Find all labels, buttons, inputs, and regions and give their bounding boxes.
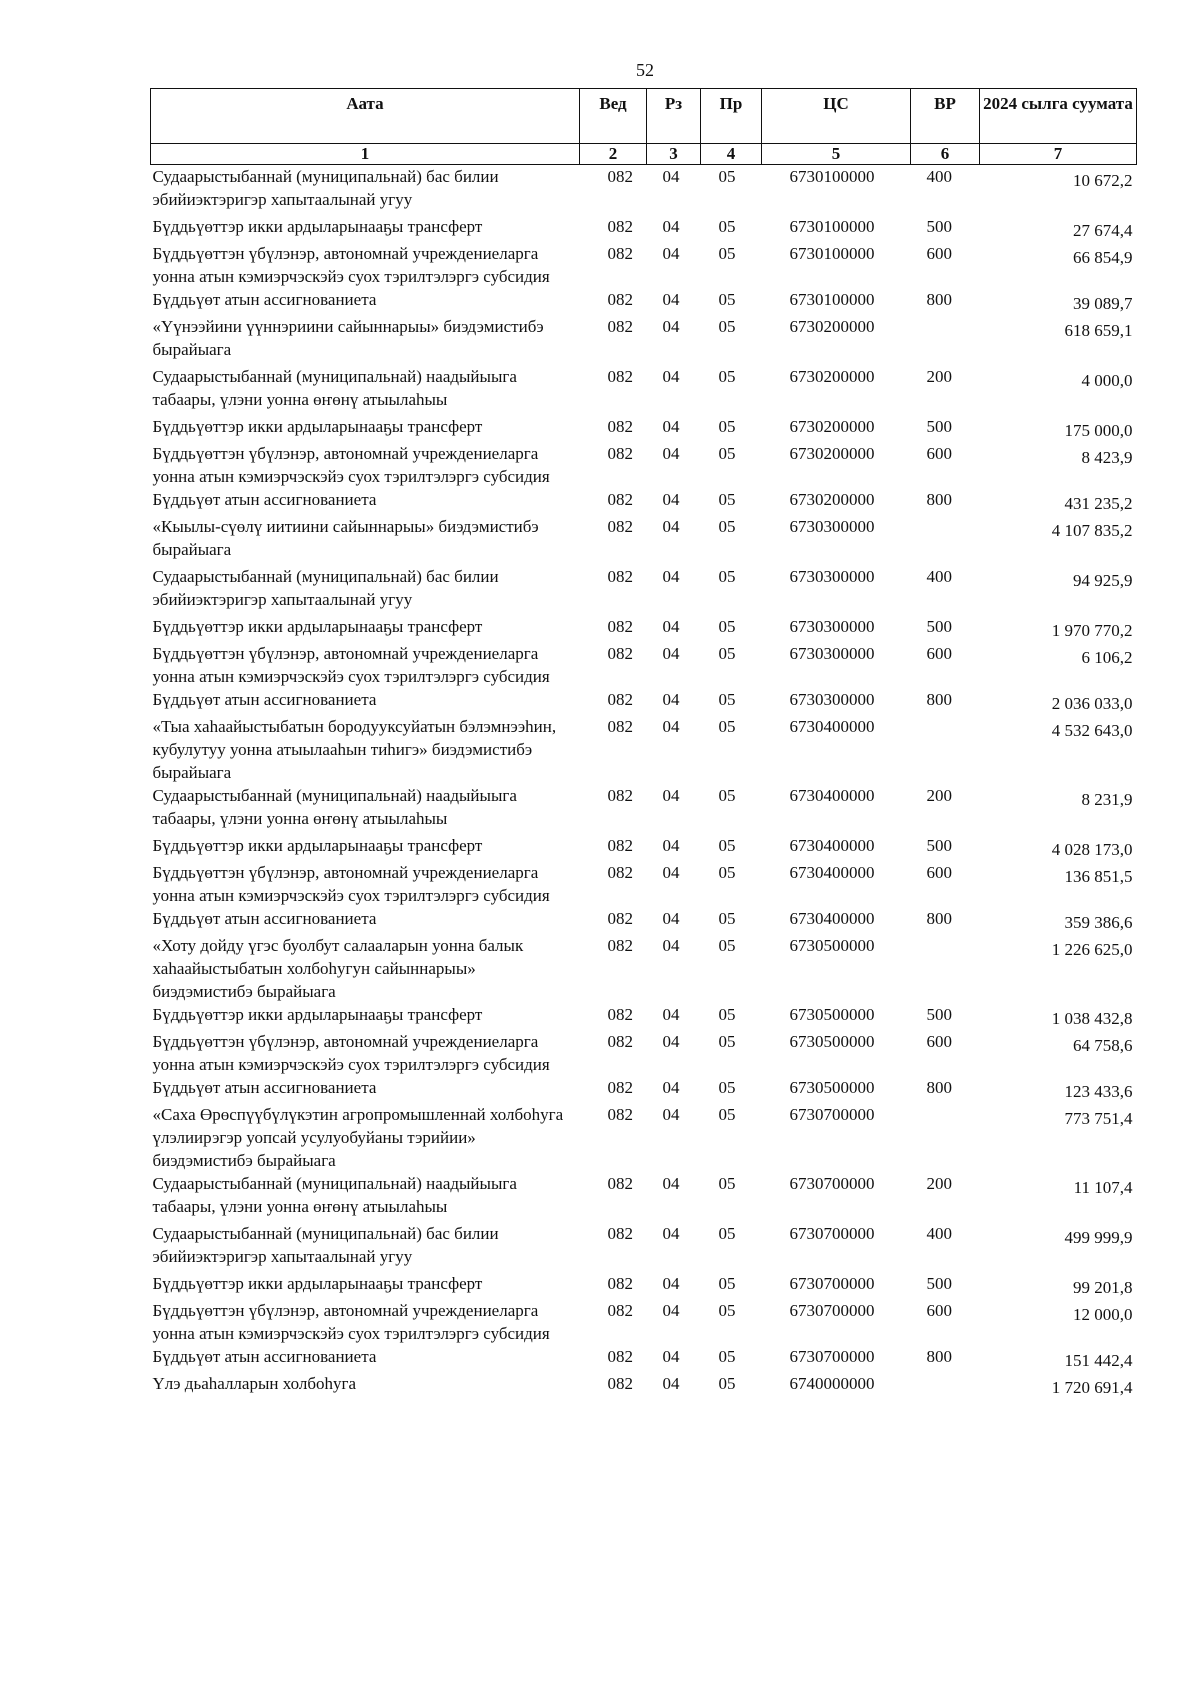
row-cs: 6730300000 (789, 517, 875, 536)
row-name: Бүддьүөттэр икки ардыларынааҕы трансферт (152, 836, 483, 855)
row-rz: 04 (662, 244, 680, 263)
row-rz: 04 (662, 1005, 680, 1024)
row-name: Бүддьүөттэн үбүлэнэр, автономнай учреждениеларга уонна атын кэмиэрчэскэйэ суох тэрилтэлэргэ субсидия (152, 1301, 550, 1343)
table-row (151, 215, 1137, 242)
row-amount: 94 925,9 (1073, 571, 1133, 590)
row-name: Бүддьүөттэр икки ардыларынааҕы трансферт (152, 417, 483, 436)
row-name: Судаарыстыбаннай (муниципальнай) бас билии эбийиэктэригэр хапытаалынай угуу (152, 1224, 499, 1266)
header-num-1: 1 (151, 144, 580, 165)
row-ved: 082 (607, 936, 633, 955)
row-rz: 04 (662, 317, 680, 336)
row-cs: 6730300000 (789, 567, 875, 586)
row-name: Бүддьүөт атын ассигнованиета (152, 290, 377, 309)
table-row (151, 1272, 1137, 1299)
row-amount: 27 674,4 (1073, 221, 1133, 240)
row-vr: 800 (926, 490, 952, 509)
table-row (151, 288, 1137, 315)
row-amount: 12 000,0 (1073, 1305, 1133, 1324)
header-num-4: 4 (701, 144, 762, 165)
row-pr: 05 (718, 717, 736, 736)
row-vr: 400 (926, 567, 952, 586)
header-num-7: 7 (980, 144, 1137, 165)
row-vr: 600 (926, 644, 952, 663)
row-amount: 10 672,2 (1073, 171, 1133, 190)
row-cs: 6730700000 (789, 1301, 875, 1320)
row-rz: 04 (662, 1374, 680, 1393)
row-amount: 11 107,4 (1073, 1178, 1133, 1197)
row-ved: 082 (607, 836, 633, 855)
row-rz: 04 (662, 1078, 680, 1097)
row-ved: 082 (607, 417, 633, 436)
row-cs: 6730200000 (789, 444, 875, 463)
row-amount: 4 000,0 (1081, 371, 1133, 390)
row-ved: 082 (607, 1174, 633, 1193)
row-pr: 05 (718, 517, 736, 536)
table-row (151, 565, 1137, 615)
row-name: Үлэ дьаһалларын холбоһуга (152, 1374, 357, 1393)
row-amount: 64 758,6 (1073, 1036, 1133, 1055)
row-ved: 082 (607, 217, 633, 236)
row-pr: 05 (718, 167, 736, 186)
row-amount: 1 970 770,2 (1051, 621, 1133, 640)
row-vr (911, 934, 980, 1003)
table-row (151, 688, 1137, 715)
row-pr: 05 (718, 317, 736, 336)
row-name: «Үүнээйини үүннэриини сайыннарыы» биэдэмистибэ бырайыага (152, 317, 544, 359)
row-rz: 04 (662, 417, 680, 436)
row-vr (911, 715, 980, 784)
row-cs: 6740000000 (789, 1374, 875, 1393)
row-name: Бүддьүөттэн үбүлэнэр, автономнай учреждениеларга уонна атын кэмиэрчэскэйэ суох тэрилтэлэргэ субсидия (152, 444, 550, 486)
row-ved: 082 (607, 1224, 633, 1243)
table-row (151, 1030, 1137, 1076)
row-rz: 04 (662, 786, 680, 805)
header-cs: ЦС (762, 89, 911, 144)
row-cs: 6730400000 (789, 909, 875, 928)
row-vr: 500 (926, 1274, 952, 1293)
row-vr: 500 (926, 836, 952, 855)
row-pr: 05 (718, 567, 736, 586)
row-rz: 04 (662, 1301, 680, 1320)
row-name: Бүддьүөттэн үбүлэнэр, автономнай учреждениеларга уонна атын кэмиэрчэскэйэ суох тэрилтэлэргэ субсидия (152, 1032, 550, 1074)
table-row (151, 165, 1137, 216)
row-ved: 082 (607, 367, 633, 386)
row-cs: 6730300000 (789, 644, 875, 663)
row-name: Бүддьүөттэн үбүлэнэр, автономнай учреждениеларга уонна атын кэмиэрчэскэйэ суох тэрилтэлэргэ субсидия (152, 863, 550, 905)
row-cs: 6730500000 (789, 1078, 875, 1097)
row-ved: 082 (607, 1347, 633, 1366)
row-amount: 175 000,0 (1064, 421, 1133, 440)
row-amount: 1 226 625,0 (1051, 940, 1133, 959)
row-rz: 04 (662, 1274, 680, 1293)
row-vr: 500 (926, 417, 952, 436)
row-amount: 123 433,6 (1064, 1082, 1133, 1101)
row-vr: 800 (926, 1347, 952, 1366)
row-vr: 800 (926, 690, 952, 709)
table-row (151, 1345, 1137, 1372)
row-rz: 04 (662, 567, 680, 586)
row-pr: 05 (718, 1005, 736, 1024)
row-name: Бүддьүөт атын ассигнованиета (152, 690, 377, 709)
row-name: Бүддьүөт атын ассигнованиета (152, 1347, 377, 1366)
row-pr: 05 (718, 644, 736, 663)
row-name: «Хоту дойду үгэс буолбут салааларын уонна балык хаһаайыстыбатын холбоһугун сайыннарыы» биэдэмистибэ бырайыага (152, 936, 524, 1001)
row-rz: 04 (662, 836, 680, 855)
row-amount: 618 659,1 (1064, 321, 1133, 340)
row-name: Судаарыстыбаннай (муниципальнай) наадыйыыга табаары, үлэни уонна өҥөнү атыылаһыы (152, 786, 517, 828)
row-pr: 05 (718, 690, 736, 709)
row-cs: 6730100000 (789, 244, 875, 263)
row-ved: 082 (607, 444, 633, 463)
row-pr: 05 (718, 367, 736, 386)
row-vr (911, 1103, 980, 1172)
row-name: «Саха Өрөспүүбүлүкэтин агропромышленнай холбоһуга үлэлиирэгэр уопсай усулуобуйаны тэрийии» биэдэмистибэ бырайыага (152, 1105, 564, 1170)
table-row (151, 907, 1137, 934)
row-cs: 6730500000 (789, 1032, 875, 1051)
row-pr: 05 (718, 1174, 736, 1193)
row-amount: 431 235,2 (1064, 494, 1133, 513)
row-cs: 6730100000 (789, 290, 875, 309)
row-cs: 6730200000 (789, 417, 875, 436)
row-ved: 082 (607, 909, 633, 928)
row-vr: 500 (926, 617, 952, 636)
row-pr: 05 (718, 786, 736, 805)
row-rz: 04 (662, 367, 680, 386)
header-vr: ВР (911, 89, 980, 144)
table-row (151, 488, 1137, 515)
row-amount: 151 442,4 (1064, 1351, 1133, 1370)
row-pr: 05 (718, 909, 736, 928)
table-row (151, 715, 1137, 784)
row-cs: 6730100000 (789, 167, 875, 186)
row-rz: 04 (662, 1105, 680, 1124)
table-row (151, 315, 1137, 365)
header-rz: Рз (647, 89, 701, 144)
row-vr: 400 (926, 1224, 952, 1243)
table-row (151, 934, 1137, 1003)
row-vr (911, 1372, 980, 1399)
row-cs: 6730400000 (789, 717, 875, 736)
row-vr: 600 (926, 1032, 952, 1051)
row-pr: 05 (718, 836, 736, 855)
table-row (151, 1076, 1137, 1103)
row-cs: 6730700000 (789, 1174, 875, 1193)
row-vr: 800 (926, 1078, 952, 1097)
row-cs: 6730700000 (789, 1274, 875, 1293)
row-rz: 04 (662, 909, 680, 928)
row-name: Бүддьүөттэн үбүлэнэр, автономнай учреждениеларга уонна атын кэмиэрчэскэйэ суох тэрилтэлэргэ субсидия (152, 244, 550, 286)
table-row (151, 1372, 1137, 1399)
header-name: Аата (151, 89, 580, 144)
row-vr: 500 (926, 1005, 952, 1024)
row-amount: 359 386,6 (1064, 913, 1133, 932)
row-name: Бүддьүөт атын ассигнованиета (152, 909, 377, 928)
row-rz: 04 (662, 290, 680, 309)
row-pr: 05 (718, 1032, 736, 1051)
table-row (151, 1299, 1137, 1345)
row-pr: 05 (718, 1274, 736, 1293)
row-pr: 05 (718, 936, 736, 955)
row-cs: 6730300000 (789, 690, 875, 709)
row-vr: 800 (926, 290, 952, 309)
header-pr: Пр (701, 89, 762, 144)
row-vr: 200 (926, 1174, 952, 1193)
budget-table (150, 88, 1137, 1399)
row-cs: 6730100000 (789, 217, 875, 236)
row-pr: 05 (718, 217, 736, 236)
row-name: Бүддьүөттэр икки ардыларынааҕы трансферт (152, 617, 483, 636)
row-ved: 082 (607, 1078, 633, 1097)
row-pr: 05 (718, 1105, 736, 1124)
row-pr: 05 (718, 244, 736, 263)
row-cs: 6730300000 (789, 617, 875, 636)
row-amount: 1 038 432,8 (1051, 1009, 1133, 1028)
row-rz: 04 (662, 490, 680, 509)
row-cs: 6730200000 (789, 317, 875, 336)
header-num-6: 6 (911, 144, 980, 165)
row-cs: 6730400000 (789, 836, 875, 855)
row-pr: 05 (718, 290, 736, 309)
row-name: Судаарыстыбаннай (муниципальнай) наадыйыыга табаары, үлэни уонна өҥөнү атыылаһыы (152, 367, 517, 409)
row-pr: 05 (718, 1347, 736, 1366)
row-amount: 8 423,9 (1081, 448, 1133, 467)
page-number: 52 (636, 60, 654, 80)
row-ved: 082 (607, 786, 633, 805)
row-amount: 773 751,4 (1064, 1109, 1133, 1128)
row-amount: 8 231,9 (1081, 790, 1133, 809)
row-pr: 05 (718, 1224, 736, 1243)
row-cs: 6730200000 (789, 490, 875, 509)
table-row (151, 415, 1137, 442)
row-amount: 1 720 691,4 (1051, 1378, 1133, 1397)
row-ved: 082 (607, 1105, 633, 1124)
row-name: Бүддьүөттэр икки ардыларынааҕы трансферт (152, 1274, 483, 1293)
row-amount: 2 036 033,0 (1051, 694, 1133, 713)
row-pr: 05 (718, 444, 736, 463)
row-ved: 082 (607, 567, 633, 586)
row-name: Бүддьүөттэр икки ардыларынааҕы трансферт (152, 217, 483, 236)
table-row (151, 642, 1137, 688)
row-cs: 6730700000 (789, 1347, 875, 1366)
row-pr: 05 (718, 1374, 736, 1393)
row-amount: 4 532 643,0 (1051, 721, 1133, 740)
row-name: Бүддьүөттэр икки ардыларынааҕы трансферт (152, 1005, 483, 1024)
row-amount: 99 201,8 (1073, 1278, 1133, 1297)
header-amount: 2024 сылга суумата (980, 89, 1137, 144)
row-vr (911, 515, 980, 565)
row-ved: 082 (607, 517, 633, 536)
table-row (151, 615, 1137, 642)
table-row (151, 442, 1137, 488)
row-name: Судаарыстыбаннай (муниципальнай) бас билии эбийиэктэригэр хапытаалынай угуу (152, 167, 499, 209)
row-rz: 04 (662, 617, 680, 636)
row-vr: 200 (926, 786, 952, 805)
table-row (151, 515, 1137, 565)
row-name: Бүддьүөттэн үбүлэнэр, автономнай учреждениеларга уонна атын кэмиэрчэскэйэ суох тэрилтэлэргэ субсидия (152, 644, 550, 686)
row-rz: 04 (662, 717, 680, 736)
row-cs: 6730700000 (789, 1224, 875, 1243)
table-body (151, 165, 1137, 1400)
row-ved: 082 (607, 244, 633, 263)
row-rz: 04 (662, 1032, 680, 1051)
row-pr: 05 (718, 1301, 736, 1320)
row-cs: 6730700000 (789, 1105, 875, 1124)
row-ved: 082 (607, 167, 633, 186)
header-num-2: 2 (580, 144, 647, 165)
table-row (151, 1103, 1137, 1172)
row-ved: 082 (607, 617, 633, 636)
row-vr (911, 315, 980, 365)
table-row (151, 1222, 1137, 1272)
row-vr: 600 (926, 444, 952, 463)
table-row (151, 365, 1137, 415)
row-ved: 082 (607, 690, 633, 709)
row-amount: 6 106,2 (1081, 648, 1133, 667)
header-num-3: 3 (647, 144, 701, 165)
table-row (151, 834, 1137, 861)
row-rz: 04 (662, 444, 680, 463)
table-row (151, 784, 1137, 834)
row-ved: 082 (607, 317, 633, 336)
row-rz: 04 (662, 1347, 680, 1366)
row-rz: 04 (662, 167, 680, 186)
row-rz: 04 (662, 217, 680, 236)
row-rz: 04 (662, 936, 680, 955)
row-name: Бүддьүөт атын ассигнованиета (152, 490, 377, 509)
row-name: Судаарыстыбаннай (муниципальнай) бас билии эбийиэктэригэр хапытаалынай угуу (152, 567, 499, 609)
row-vr: 500 (926, 217, 952, 236)
row-ved: 082 (607, 490, 633, 509)
row-amount: 4 107 835,2 (1051, 521, 1133, 540)
row-vr: 400 (926, 167, 952, 186)
row-cs: 6730500000 (789, 936, 875, 955)
table-row (151, 1003, 1137, 1030)
row-cs: 6730200000 (789, 367, 875, 386)
header-ved: Вед (580, 89, 647, 144)
row-rz: 04 (662, 644, 680, 663)
row-amount: 136 851,5 (1064, 867, 1133, 886)
row-rz: 04 (662, 1174, 680, 1193)
row-ved: 082 (607, 863, 633, 882)
row-amount: 4 028 173,0 (1051, 840, 1133, 859)
row-vr: 600 (926, 863, 952, 882)
row-vr: 600 (926, 1301, 952, 1320)
row-name: Судаарыстыбаннай (муниципальнай) наадыйыыга табаары, үлэни уонна өҥөнү атыылаһыы (152, 1174, 517, 1216)
table-row (151, 1172, 1137, 1222)
row-rz: 04 (662, 863, 680, 882)
row-name: Бүддьүөт атын ассигнованиета (152, 1078, 377, 1097)
row-name: «Тыа хаһаайыстыбатын бородууксуйатын бэлэмнээһин, кубулутуу уонна атыылааһын тиһигэ» биэдэмистибэ бырайыага (152, 717, 557, 782)
row-amount: 499 999,9 (1064, 1228, 1133, 1247)
header-num-5: 5 (762, 144, 911, 165)
row-cs: 6730500000 (789, 1005, 875, 1024)
row-vr: 600 (926, 244, 952, 263)
row-cs: 6730400000 (789, 863, 875, 882)
row-pr: 05 (718, 1078, 736, 1097)
row-name: «Кыылы-сүөлү иитиини сайыннарыы» биэдэмистибэ бырайыага (152, 517, 539, 559)
row-ved: 082 (607, 717, 633, 736)
row-ved: 082 (607, 1274, 633, 1293)
row-vr: 200 (926, 367, 952, 386)
row-pr: 05 (718, 863, 736, 882)
row-amount: 66 854,9 (1073, 248, 1133, 267)
row-rz: 04 (662, 690, 680, 709)
row-cs: 6730400000 (789, 786, 875, 805)
row-ved: 082 (607, 1301, 633, 1320)
row-pr: 05 (718, 617, 736, 636)
row-ved: 082 (607, 1374, 633, 1393)
row-rz: 04 (662, 517, 680, 536)
row-pr: 05 (718, 490, 736, 509)
row-ved: 082 (607, 644, 633, 663)
row-ved: 082 (607, 1032, 633, 1051)
table-row (151, 242, 1137, 288)
table-row (151, 861, 1137, 907)
row-pr: 05 (718, 417, 736, 436)
row-vr: 800 (926, 909, 952, 928)
row-amount: 39 089,7 (1073, 294, 1133, 313)
row-rz: 04 (662, 1224, 680, 1243)
row-ved: 082 (607, 290, 633, 309)
row-ved: 082 (607, 1005, 633, 1024)
table-header (151, 89, 1137, 165)
